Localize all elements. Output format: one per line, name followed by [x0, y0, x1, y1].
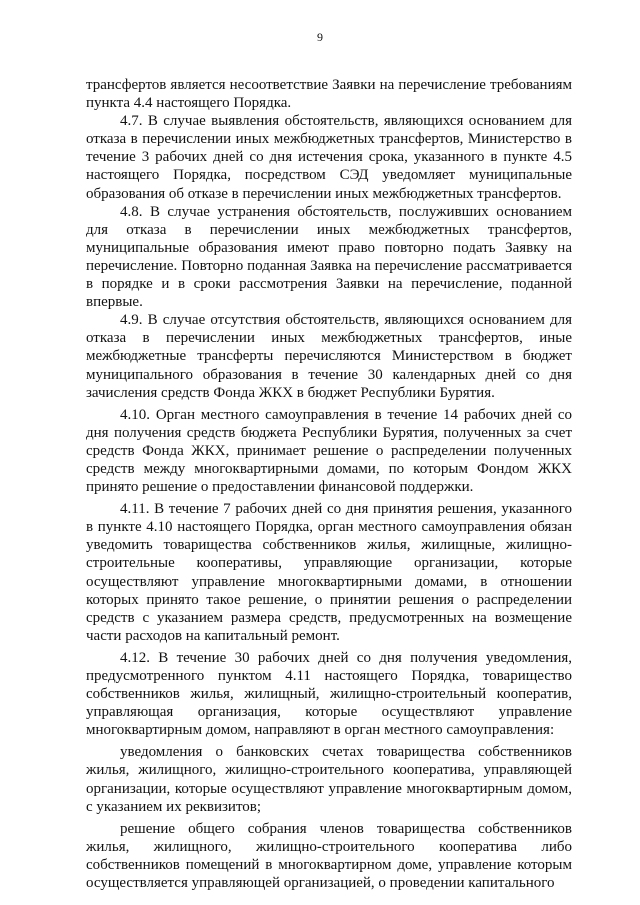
paragraph-continuation: трансфертов является несоответствие Заявки на перечисление требованиям пункта 4.4 настоящего Порядка. [86, 77, 572, 112]
paragraph-4-8: 4.8. В случае устранения обстоятельств, послуживших основанием для отказа в перечислении иных межбюджетных трансфертов, муниципальные образования имеют право повторно подать Заявку на перечисление. Повторно поданная Заявка на перечисление рассматривается в порядке и в сроки рассмотрения Заявки на перечисление, поданной впервые. [86, 203, 572, 311]
document-body [86, 76, 572, 892]
list-item-general-meeting: решение общего собрания членов товарищества собственников жилья, жилищного, жилищно-строительного кооператива либо собственников помещений в многоквартирном доме, управление которым осуществляется управляющей организацией, о проведении капитального [86, 820, 572, 892]
list-item-bank-accounts: уведомления о банковских счетах товарищества собственников жилья, жилищного, жилищно-строительного кооператива, управляющей организации, которые осуществляют управление многоквартирным домом, с указанием их реквизитов; [86, 744, 572, 815]
page-number: 9 [317, 30, 323, 44]
paragraph-4-11: 4.11. В течение 7 рабочих дней со дня принятия решения, указанного в пункте 4.10 настоящего Порядка, орган местного самоуправления обязан уведомить товарищества собственников жилья, жилищные, жилищно-строительные кооперативы, управляющие организации, которые осуществляют управление многоквартирными домами, в отношении которых принято такое решение, о принятии решения о распределении средств с указанием размера средств, предусмотренных на возмещение части расходов на капитальный ремонт. [86, 501, 572, 644]
paragraph-4-9: 4.9. В случае отсутствия обстоятельств, являющихся основанием для отказа в перечислении иных межбюджетных трансфертов, иные межбюджетные трансферты перечисляются Министерством в бюджет муниципального образования в течение 30 календарных дней со дня зачисления средств Фонда ЖКХ в бюджет Республики Бурятия. [86, 312, 572, 401]
paragraph-4-12: 4.12. В течение 30 рабочих дней со дня получения уведомления, предусмотренного пунктом 4.11 настоящего Порядка, товарищество собственников жилья, жилищный, жилищно-строительный кооператив, управляющая организация, которые осуществляют управление многоквартирным домом, направляют в орган местного самоуправления: [86, 649, 572, 739]
paragraph-4-10: 4.10. Орган местного самоуправления в течение 14 рабочих дней со дня получения средств бюджета Республики Бурятия, полученных за счет средств Фонда ЖКХ, принимает решение о распределении полученных средств между многоквартирными домами, по которым Фондом ЖКХ принято решение о предоставлении финансовой поддержки. [86, 406, 572, 496]
paragraph-4-7: 4.7. В случае выявления обстоятельств, являющихся основанием для отказа в перечислении иных межбюджетных трансфертов, Министерство в течение 3 рабочих дней со дня истечения срока, указанного в пункте 4.5 настоящего Порядка, посредством СЭД уведомляет муниципальные образования об отказе в перечислении иных межбюджетных трансфертов. [86, 113, 572, 202]
